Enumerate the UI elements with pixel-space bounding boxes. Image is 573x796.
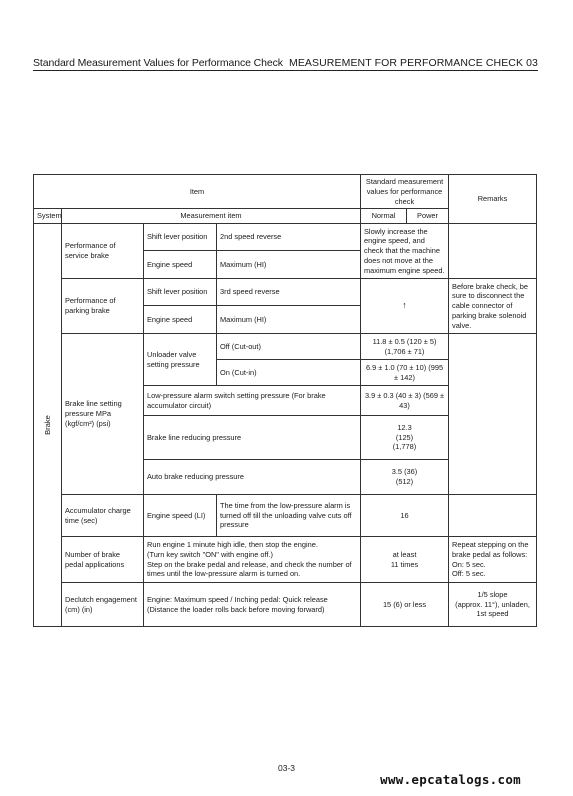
table-row <box>34 224 537 251</box>
head-power: Power <box>407 209 449 224</box>
declutch-remarks-line-3: 1st speed <box>476 609 509 619</box>
declutch-desc <box>144 583 361 627</box>
pedal-desc <box>144 537 361 583</box>
parking-shift-lever: Shift lever position <box>144 279 217 306</box>
reducing-value-psi: (1,778) <box>392 442 417 452</box>
low-alarm-label: Low-pressure alarm switch setting pressure (For brake accumulator circuit) <box>144 386 361 416</box>
unloader-off-value: 11.8 ± 0.5 (120 ± 5) (1,706 ± 71) <box>361 334 449 360</box>
parking-shift-value: 3rd speed reverse <box>217 279 361 306</box>
head-normal: Normal <box>361 209 407 224</box>
declutch-desc-line-1: Engine: Maximum speed / Inching pedal: Quick release <box>147 594 328 604</box>
header-divider <box>33 70 538 71</box>
pedal-value-line-1: at least <box>392 549 417 559</box>
service-shift-value: 2nd speed reverse <box>217 224 361 251</box>
pedal-remarks-line-1: Repeat stepping on the brake pedal as follows: <box>452 540 529 559</box>
auto-reducing-value-mpa: 3.5 (36) <box>391 467 418 477</box>
unloader-on-value: 6.9 ± 1.0 (70 ± 10) (995 ± 142) <box>361 360 449 386</box>
declutch-remarks <box>449 583 537 627</box>
pedal-remarks-line-2: On: 5 sec. <box>452 559 486 569</box>
head-measurement-item: Measurement item <box>62 209 361 224</box>
head-system: System <box>34 209 62 224</box>
auto-reducing-value-psi: (512) <box>395 477 414 487</box>
pedal-remarks <box>449 537 537 583</box>
table-row <box>34 537 537 583</box>
system-brake-cell <box>34 224 62 627</box>
watermark: www.epcatalogs.com <box>380 772 521 787</box>
parking-standard-same-arrow: ↑ <box>361 279 449 334</box>
parking-engine-speed: Engine speed <box>144 306 217 334</box>
reducing-value-kgf: (125) <box>395 432 414 442</box>
auto-brake-reducing-label: Auto brake reducing pressure <box>144 460 361 495</box>
table-row <box>34 334 537 360</box>
declutch-value: 15 (6) or less <box>361 583 449 627</box>
brake-line-reducing-label: Brake line reducing pressure <box>144 416 361 460</box>
page-header-title: Standard Measurement Values for Performance Check <box>33 57 283 69</box>
chapter-title: MEASUREMENT FOR PERFORMANCE CHECK 03 <box>288 57 538 69</box>
service-engine-speed: Engine speed <box>144 251 217 279</box>
table-row <box>34 495 537 537</box>
accumulator-label: Accumulator charge time (sec) <box>62 495 144 537</box>
unloader-valve-label: Unloader valve setting pressure <box>144 334 217 386</box>
service-remarks <box>449 224 537 279</box>
head-item: Item <box>34 175 361 209</box>
brake-line-label: Brake line setting pressure MPa (kgf/cm²) (psi) <box>62 334 144 495</box>
declutch-desc-line-2: (Distance the loader rolls back before moving forward) <box>147 604 325 614</box>
low-alarm-value: 3.9 ± 0.3 (40 ± 3) (569 ± 43) <box>361 386 449 416</box>
table-row <box>34 583 537 627</box>
accumulator-engine-speed: Engine speed (LI) <box>144 495 217 537</box>
declutch-remarks-line-1: 1/5 slope <box>477 589 508 599</box>
table-head-row-1 <box>34 175 537 209</box>
pedal-desc-line-2: (Turn key switch "ON" with engine off.) <box>147 549 274 559</box>
declutch-label: Declutch engagement (cm) (in) <box>62 583 144 627</box>
parking-brake-label: Performance of parking brake <box>62 279 144 334</box>
unloader-off-label: Off (Cut-out) <box>217 334 361 360</box>
pedal-value-line-2: 11 times <box>390 559 419 569</box>
performance-check-table <box>33 174 537 627</box>
head-remarks: Remarks <box>449 175 537 224</box>
head-standard-values: Standard measurement values for performance check <box>361 175 449 209</box>
brake-line-reducing-value <box>361 416 449 460</box>
accumulator-desc: The time from the low-pressure alarm is turned off till the unloading valve cuts off pressure <box>217 495 361 537</box>
table-row <box>34 279 537 306</box>
auto-brake-reducing-value <box>361 460 449 495</box>
pedal-desc-line-3: Step on the brake pedal and release, and check the number of times until the low-pressure alarm is turned on. <box>147 559 352 579</box>
page-number: 03-3 <box>277 763 295 773</box>
parking-remarks: Before brake check, be sure to disconnect the cable connector of parking brake solenoid valve. <box>449 279 537 334</box>
accumulator-remarks <box>449 495 537 537</box>
brake-line-remarks <box>449 334 537 495</box>
service-brake-label: Performance of service brake <box>62 224 144 279</box>
unloader-on-label: On (Cut-in) <box>217 360 361 386</box>
pedal-desc-line-1: Run engine 1 minute high idle, then stop the engine. <box>147 540 318 550</box>
service-engine-value: Maximum (HI) <box>217 251 361 279</box>
service-shift-lever: Shift lever position <box>144 224 217 251</box>
reducing-value-mpa: 12.3 <box>397 422 412 432</box>
pedal-remarks-line-3: Off: 5 sec. <box>452 569 486 579</box>
declutch-remarks-line-2: (approx. 11°), unladen, <box>455 599 530 609</box>
service-standard: Slowly increase the engine speed, and check that the machine does not move at the maximum engine speed. <box>361 224 449 279</box>
system-brake-label: Brake <box>42 415 52 435</box>
parking-engine-value: Maximum (HI) <box>217 306 361 334</box>
pedal-label: Number of brake pedal applications <box>62 537 144 583</box>
accumulator-value: 16 <box>361 495 449 537</box>
pedal-value <box>361 537 449 583</box>
